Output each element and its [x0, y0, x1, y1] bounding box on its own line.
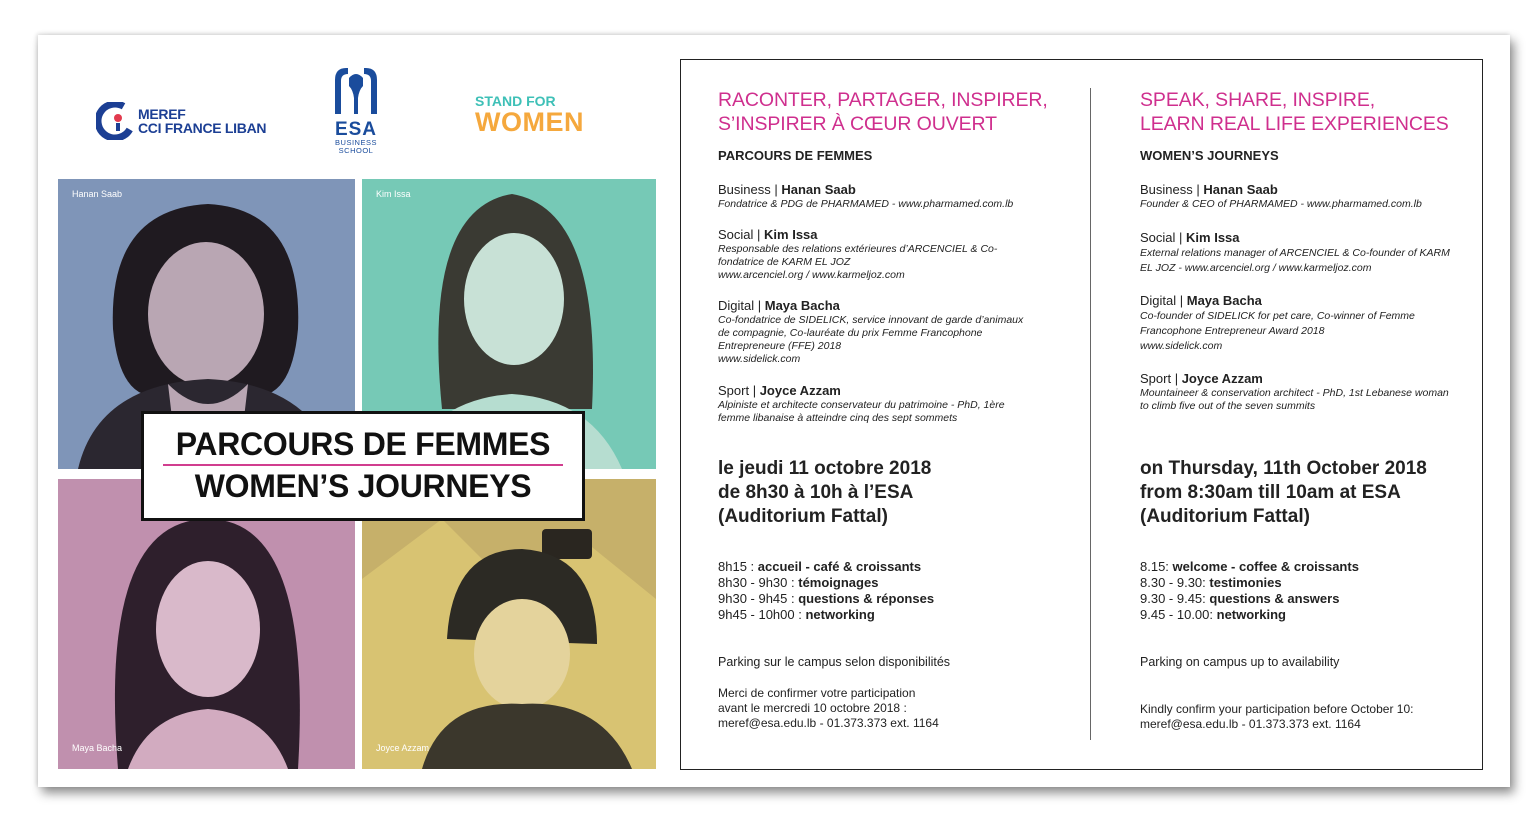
speaker-desc: de compagnie, Co-lauréate du prix Femme Francophone	[718, 327, 983, 339]
speaker-desc: femme libanaise à atteindre cinq des sept sommets	[718, 412, 958, 424]
meref-mark-icon	[96, 102, 134, 140]
program-item: 9.45 - 10.00: networking	[1140, 607, 1286, 622]
photo-joyce-azzam	[362, 479, 656, 769]
speaker-name: Joyce Azzam	[759, 383, 841, 398]
photo-label: Joyce Azzam	[376, 743, 430, 753]
program-item: 8.15: welcome - coffee & croissants	[1140, 559, 1359, 574]
title-divider	[163, 464, 563, 466]
esa-arch-icon	[332, 66, 380, 116]
french-column	[718, 88, 1048, 730]
column-divider	[1090, 88, 1091, 740]
speaker-name: Kim Issa	[764, 227, 818, 242]
heading-line-2: S’INSPIRER À CŒUR OUVERT	[718, 113, 997, 135]
meref-logo	[96, 102, 266, 140]
program-item: 9h30 - 9h45 : questions & réponses	[718, 591, 935, 606]
speaker-category: Digital	[1140, 293, 1177, 308]
photo-label: Kim Issa	[376, 189, 411, 199]
speaker-digital: Digital | Maya Bacha Co-fondatrice de SIDELICK, service innovant de garde d’animaux de compagnie, Co-lauréate du prix Femme Francophone Entrepreneure (FFE) 2018 www.sidelick.com	[718, 298, 1058, 366]
speaker-category: Business	[1140, 182, 1193, 197]
title-french: PARCOURS DE FEMMES	[175, 426, 551, 462]
program-item: 9.30 - 9.45: questions & answers	[1140, 591, 1340, 606]
speaker-category: Business	[718, 182, 771, 197]
speaker-desc: www.sidelick.com	[718, 353, 801, 365]
date-line-3: (Auditorium Fattal)	[718, 506, 888, 527]
program-item: 8.30 - 9.30: testimonies	[1140, 575, 1282, 590]
contact-link[interactable]: meref@esa.edu.lb - 01.373.373 ext. 1164	[1140, 717, 1361, 731]
speaker-desc: fondatrice de KARM EL JOZ	[718, 256, 851, 268]
photo-label: Hanan Saab	[72, 189, 123, 199]
confirm-note: Kindly confirm your participation before October 10: meref@esa.edu.lb - 01.373.373 ext. 1164	[1140, 702, 1480, 732]
parking-note: Parking on campus up to availability	[1140, 655, 1340, 669]
speaker-sport: Sport | Joyce Azzam Mountaineer & conservation architect - PhD, 1st Lebanese woman to climb five out of the seven summits	[1140, 371, 1480, 413]
speaker-social: Social | Kim Issa Responsable des relations extérieures d’ARCENCIEL & Co- fondatrice de KARM EL JOZ www.arcenciel.org / www.karmeljoz.com	[718, 227, 1058, 282]
program-list	[1140, 559, 1480, 623]
event-date	[1140, 457, 1480, 529]
speaker-category: Digital	[718, 298, 755, 313]
program-item: 8h15 : accueil - café & croissants	[718, 559, 922, 574]
speaker-business: Business | Hanan Saab Founder & CEO of PHARMAMED - www.pharmamed.com.lb	[1140, 182, 1480, 211]
speaker-desc: Co-founder of SIDELICK for pet care, Co-winner of Femme	[1140, 310, 1415, 322]
date-line-3: (Auditorium Fattal)	[1140, 506, 1310, 527]
speaker-category: Sport	[1140, 371, 1172, 386]
speaker-name: Joyce Azzam	[1181, 371, 1263, 386]
speaker-desc: Francophone Entrepreneur Award 2018	[1140, 325, 1325, 337]
speaker-desc: Alpiniste et architecte conservateur du patrimoine - PhD, 1ère	[718, 399, 1005, 411]
speaker-category: Social	[718, 227, 754, 242]
speaker-desc: Entrepreneure (FFE) 2018	[718, 340, 842, 352]
esa-word: ESA	[334, 119, 378, 140]
esa-sub2: SCHOOL	[338, 146, 374, 155]
program-item: 8h30 - 9h30 : témoignages	[718, 575, 879, 590]
title-english: WOMEN’S JOURNEYS	[194, 468, 532, 504]
speaker-name: Maya Bacha	[1186, 293, 1262, 308]
speaker-name: Hanan Saab	[781, 182, 856, 197]
date-line-1: le jeudi 11 octobre 2018	[718, 458, 932, 479]
parking-note: Parking sur le campus selon disponibilités	[718, 655, 951, 669]
date-line-1: on Thursday, 11th October 2018	[1140, 458, 1427, 479]
speaker-desc: to climb five out of the seven summits	[1140, 400, 1316, 412]
speaker-desc: Co-fondatrice de SIDELICK, service innovant de garde d’animaux	[718, 314, 1024, 326]
speaker-category: Social	[1140, 230, 1176, 245]
subheading: WOMEN’S JOURNEYS	[1140, 148, 1279, 163]
speaker-desc: Responsable des relations extérieures d’ARCENCIEL & Co-	[718, 243, 998, 255]
sfw-bottom: WOMEN	[475, 107, 584, 137]
stand-for-women-logo	[475, 94, 584, 136]
confirm-note: Merci de confirmer votre participation avant le mercredi 10 octobre 2018 : meref@esa.edu.lb - 01.373.373 ext. 1164	[718, 686, 1058, 731]
date-line-2: from 8:30am till 10am at ESA	[1140, 482, 1401, 503]
portrait-silhouette-icon	[362, 479, 656, 769]
speaker-desc: Fondatrice & PDG de PHARMAMED - www.pharmamed.com.lb	[718, 198, 1014, 210]
esa-logo	[332, 66, 380, 155]
program-list	[718, 559, 1058, 623]
speaker-desc: Mountaineer & conservation architect - PhD, 1st Lebanese woman	[1140, 387, 1449, 399]
portrait-silhouette-icon	[58, 479, 355, 769]
speaker-desc: External relations manager of ARCENCIEL & Co-founder of KARM	[1140, 247, 1450, 259]
photo-label: Maya Bacha	[72, 743, 123, 753]
speaker-digital: Digital | Maya Bacha Co-founder of SIDELICK for pet care, Co-winner of Femme Francophone Entrepreneur Award 2018 www.sidelick.com	[1140, 293, 1480, 353]
speaker-name: Kim Issa	[1186, 230, 1240, 245]
heading-line-1: RACONTER, PARTAGER, INSPIRER,	[718, 89, 1048, 111]
esa-sub1: BUSINESS	[335, 138, 377, 147]
contact-link[interactable]: meref@esa.edu.lb - 01.373.373 ext. 1164	[718, 716, 939, 730]
speaker-sport: Sport | Joyce Azzam Alpiniste et architecte conservateur du patrimoine - PhD, 1ère femme libanaise à atteindre cinq des sept sommets	[718, 383, 1058, 425]
speaker-business: Business | Hanan Saab Fondatrice & PDG de PHARMAMED - www.pharmamed.com.lb	[718, 182, 1058, 211]
heading-line-1: SPEAK, SHARE, INSPIRE,	[1140, 89, 1376, 111]
speaker-desc: Founder & CEO of PHARMAMED - www.pharmamed.com.lb	[1140, 198, 1422, 210]
english-column	[1140, 88, 1470, 731]
speaker-category: Sport	[718, 383, 750, 398]
photo-maya-bacha	[58, 479, 355, 769]
meref-line2: CCI FRANCE LIBAN	[138, 120, 267, 136]
speaker-social: Social | Kim Issa External relations manager of ARCENCIEL & Co-founder of KARM EL JOZ - www.arcenciel.org / www.karmeljoz.com	[1140, 230, 1480, 275]
speaker-desc: www.arcenciel.org / www.karmeljoz.com	[718, 269, 905, 281]
speaker-desc: EL JOZ - www.arcenciel.org / www.karmeljoz.com	[1140, 262, 1372, 274]
heading-line-2: LEARN REAL LIFE EXPERIENCES	[1140, 113, 1449, 135]
program-item: 9h45 - 10h00 : networking	[718, 607, 875, 622]
subheading: PARCOURS DE FEMMES	[718, 148, 873, 163]
sfw-top: STAND FOR	[475, 93, 556, 109]
meref-line1: MEREF	[138, 106, 186, 122]
title-box	[141, 411, 585, 521]
date-line-2: de 8h30 à 10h à l’ESA	[718, 482, 914, 503]
speaker-name: Maya Bacha	[764, 298, 840, 313]
speaker-name: Hanan Saab	[1203, 182, 1278, 197]
speaker-desc: www.sidelick.com	[1140, 340, 1223, 352]
event-date	[718, 457, 1058, 529]
